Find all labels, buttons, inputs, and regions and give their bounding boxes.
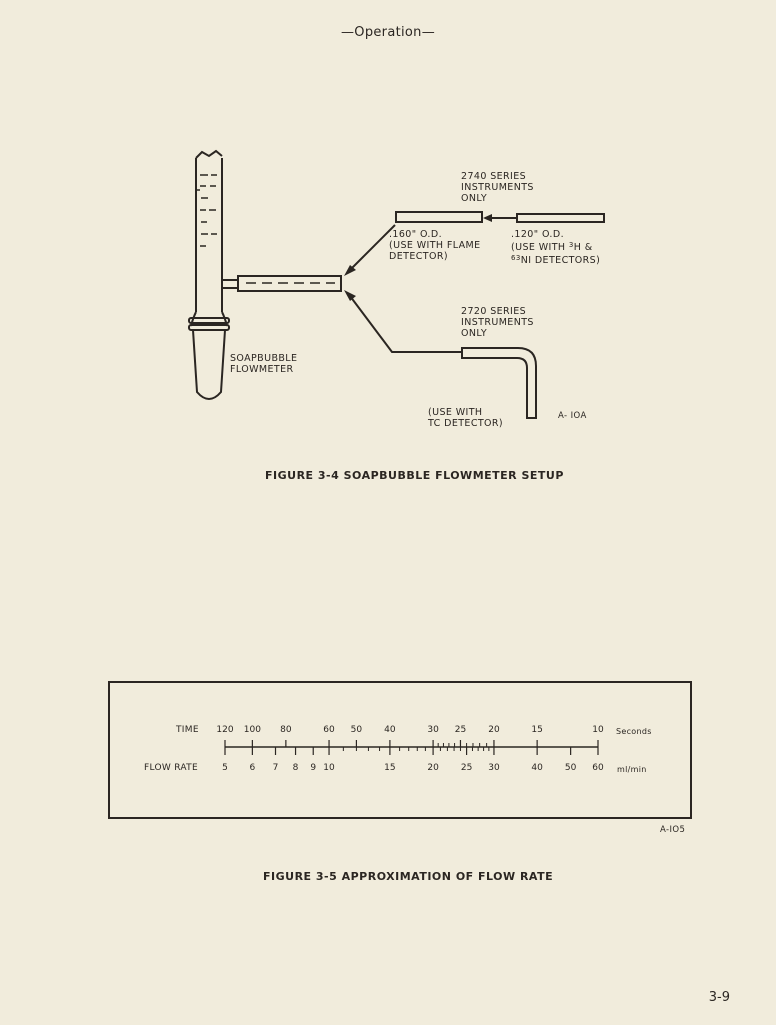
page-header: —Operation— (341, 25, 435, 40)
time-tick-label: 25 (454, 725, 467, 735)
time-tick-label: 120 (216, 725, 234, 735)
label-2740-series: 2740 SERIES INSTRUMENTS ONLY (461, 171, 534, 204)
flow-tick-label: 50 (564, 763, 577, 773)
time-unit: Seconds (616, 727, 652, 736)
flow-tick-label: 40 (531, 763, 543, 773)
time-tick-label: 50 (350, 725, 363, 735)
time-tick-label: 30 (427, 725, 439, 735)
page-number: 3-9 (708, 990, 730, 1005)
time-tick-label: 10 (592, 725, 604, 735)
time-label: TIME (176, 725, 199, 735)
flow-tick-label: 60 (592, 763, 604, 773)
figure-3-5-caption: FIGURE 3-5 APPROXIMATION OF FLOW RATE (263, 870, 554, 883)
label-120-od: .120" O.D. (USE WITH $^3$H & $^{63}$NI DETECTORS) (511, 229, 601, 266)
flow-tick-label: 9 (310, 763, 317, 773)
figure-3-5-code: A-IO5 (660, 825, 686, 835)
flow-tick-label: 7 (272, 763, 279, 773)
time-tick-label: 20 (488, 725, 500, 735)
label-soapbubble-flowmeter: SOAPBUBBLE FLOWMETER (230, 353, 298, 375)
time-tick-label: 100 (243, 725, 261, 735)
time-tick-label: 40 (384, 725, 396, 735)
flow-tick-label: 15 (384, 763, 396, 773)
time-tick-label: 60 (323, 725, 335, 735)
label-160-od: .160" O.D. (USE WITH FLAME DETECTOR) (389, 229, 481, 262)
time-tick-label: 80 (280, 725, 292, 735)
label-2720-series: 2720 SERIES INSTRUMENTS ONLY (461, 306, 534, 339)
flow-tick-label: 8 (292, 763, 299, 773)
flow-tick-label: 6 (249, 763, 256, 773)
flow-tick-label: 10 (323, 763, 335, 773)
time-tick-label: 15 (531, 725, 543, 735)
flow-unit: ml/min (617, 765, 647, 774)
label-tc-detector: (USE WITH TC DETECTOR) (428, 407, 504, 429)
flow-rate-label: FLOW RATE (144, 763, 198, 773)
flow-tick-label: 25 (460, 763, 473, 773)
figure-3-4-caption: FIGURE 3-4 SOAPBUBBLE FLOWMETER SETUP (265, 469, 564, 482)
flow-tick-label: 5 (222, 763, 228, 773)
flow-tick-label: 20 (427, 763, 439, 773)
flow-tick-label: 30 (488, 763, 500, 773)
figure-3-4-code: A- IOA (558, 411, 587, 421)
